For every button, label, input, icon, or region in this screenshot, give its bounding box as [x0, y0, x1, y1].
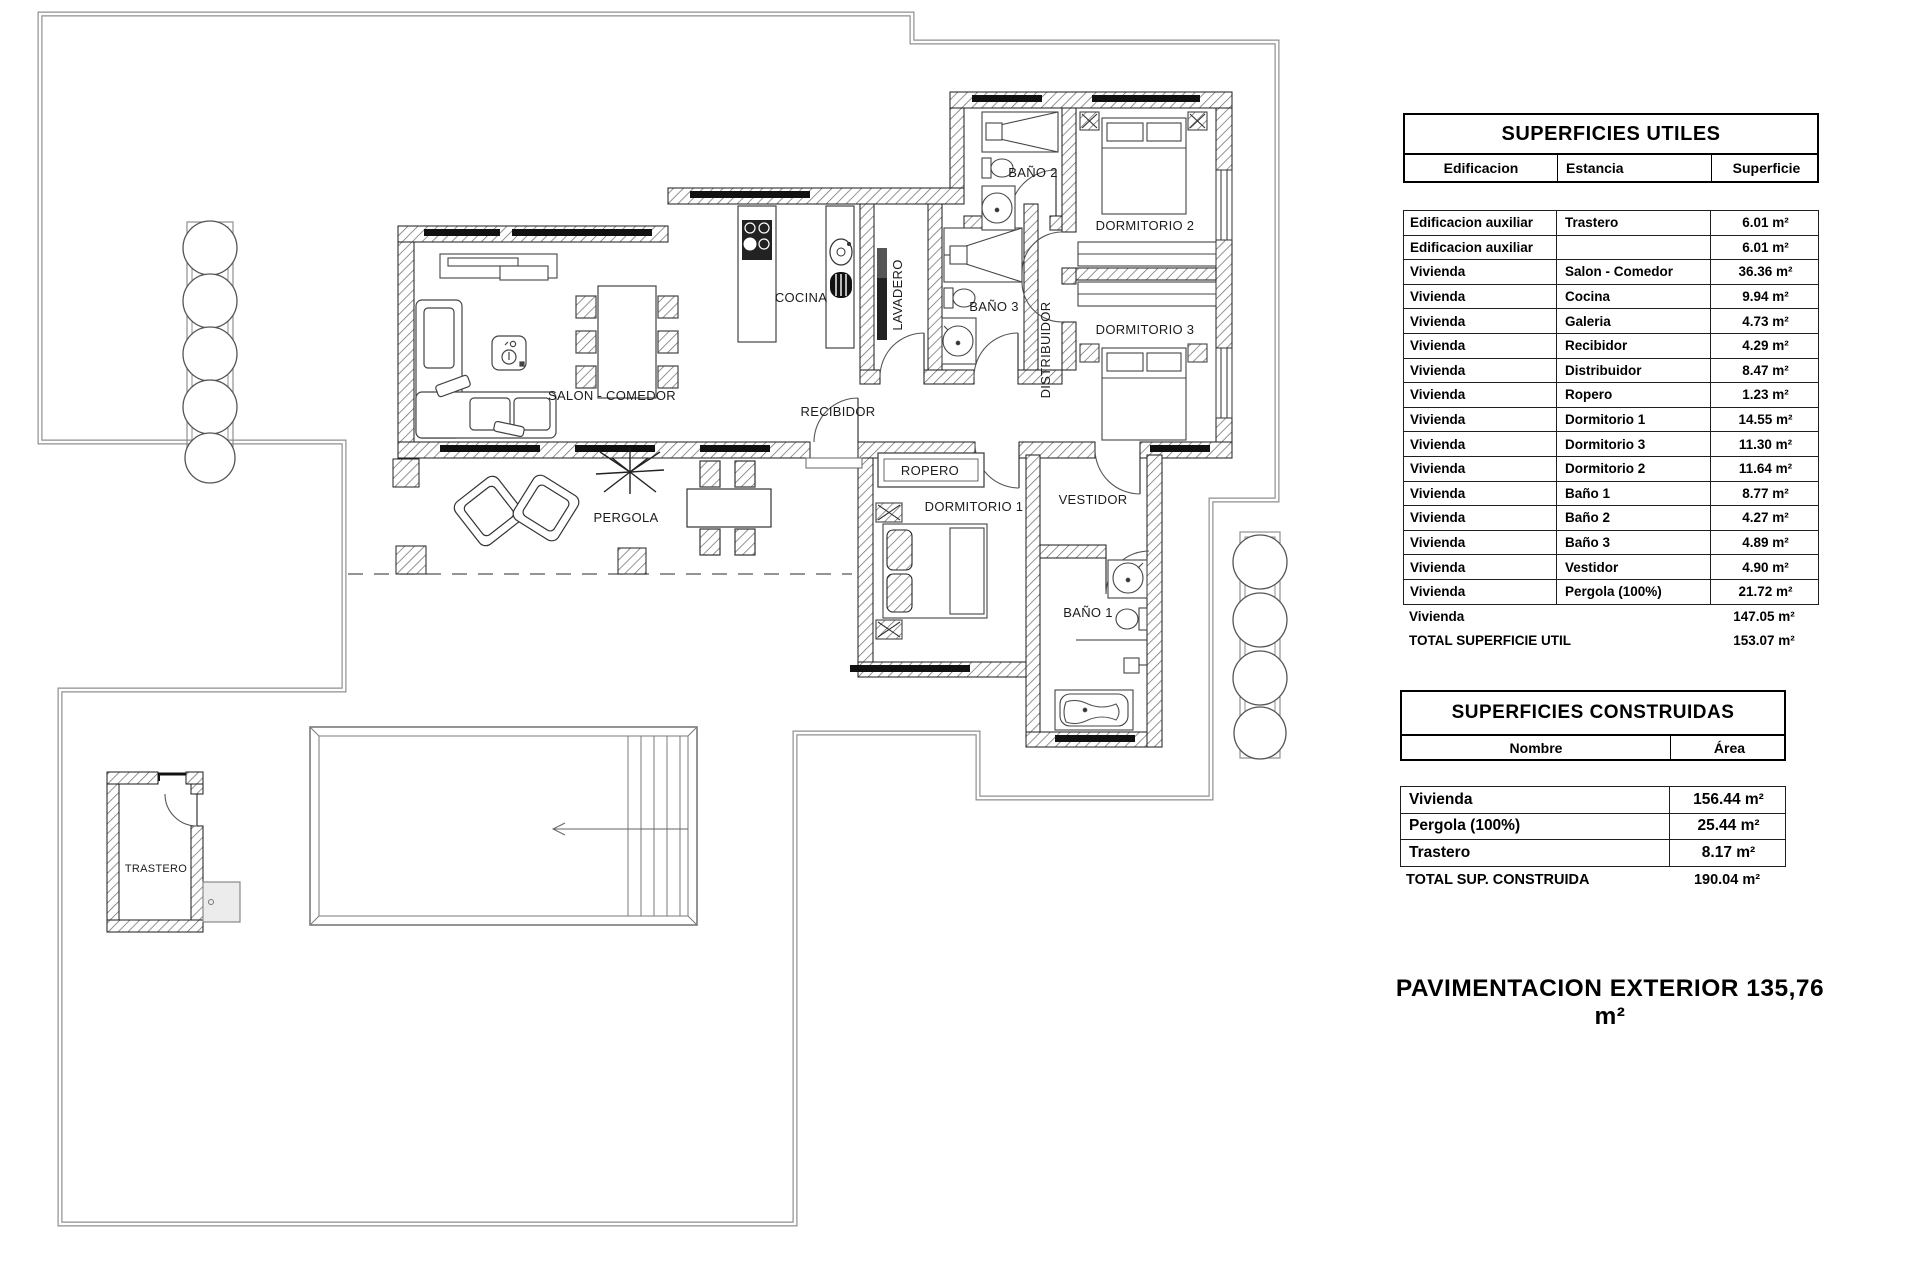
- table-cell: Edificacion auxiliar: [1410, 215, 1534, 231]
- table-cell: 6.01 m²: [1710, 236, 1820, 260]
- table-cell: Vivienda: [1410, 313, 1466, 329]
- room-label-cocina: COCINA: [774, 290, 828, 305]
- toilet-icon: [1116, 608, 1147, 630]
- table-cell: 1.23 m²: [1710, 383, 1820, 407]
- table-cell: Dormitorio 3: [1556, 432, 1710, 456]
- table-row: [1403, 555, 1819, 580]
- table-cell: Salon - Comedor: [1556, 260, 1710, 284]
- total-label: TOTAL SUPERFICIE UTIL: [1409, 633, 1572, 648]
- room-label-vestidor: VESTIDOR: [1058, 492, 1128, 507]
- table-cell: Recibidor: [1556, 334, 1710, 358]
- table-cell: Trastero: [1556, 211, 1710, 235]
- table-cell: 9.94 m²: [1710, 285, 1820, 309]
- table-header: [1403, 155, 1819, 183]
- table-cell: 4.73 m²: [1710, 309, 1820, 333]
- table-row: [1403, 359, 1819, 384]
- tree-icon: [183, 221, 237, 483]
- table-row: [1403, 285, 1819, 310]
- column-header: Superficie: [1711, 155, 1821, 181]
- table-body: [1403, 210, 1819, 605]
- table-row: [1403, 482, 1819, 507]
- table-cell: 6.01 m²: [1710, 211, 1820, 235]
- swimming-pool: [310, 727, 697, 925]
- tree-icon: [1233, 535, 1287, 759]
- table-cell: 14.55 m²: [1710, 408, 1820, 432]
- shower-icon: [944, 228, 1022, 282]
- washbasin-icon: [1108, 560, 1147, 598]
- room-label-trastero: TRASTERO: [124, 863, 188, 875]
- table-cell: Vivienda: [1410, 387, 1466, 403]
- trastero-building: [107, 772, 240, 932]
- right-planter: [1233, 532, 1287, 759]
- outdoor-table: [687, 461, 771, 555]
- table-cell: Trastero: [1409, 843, 1471, 861]
- total-value: 153.07 m²: [1733, 633, 1795, 648]
- table-title: SUPERFICIES UTILES: [1403, 113, 1819, 155]
- bed: [1080, 112, 1207, 214]
- table-row: [1403, 432, 1819, 457]
- table-cell: Vivienda: [1410, 338, 1466, 354]
- table-row: [1403, 309, 1819, 334]
- room-label-salon: SALON - COMEDOR: [547, 388, 677, 403]
- column-header: Edificacion: [1443, 160, 1519, 176]
- table-cell: Vivienda: [1410, 510, 1466, 526]
- washbasin-icon: [942, 318, 976, 364]
- table-row: [1403, 260, 1819, 285]
- table-row: [1400, 814, 1786, 841]
- table-cell: Vivienda: [1410, 412, 1466, 428]
- table-cell: 8.77 m²: [1710, 482, 1820, 506]
- total-row: [1403, 629, 1819, 653]
- table-cell: 4.90 m²: [1710, 555, 1820, 579]
- table-cell: Pergola (100%): [1556, 580, 1710, 604]
- shower-icon: [982, 112, 1058, 152]
- superficies-utiles-table: [1403, 113, 1819, 653]
- table-row: [1403, 408, 1819, 433]
- table-row: [1403, 531, 1819, 556]
- table-header: [1400, 736, 1786, 761]
- washbasin-icon: [982, 186, 1015, 230]
- table-cell: Baño 1: [1556, 482, 1710, 506]
- table-row: [1400, 840, 1786, 867]
- table-cell: 11.64 m²: [1710, 457, 1820, 481]
- column-header: Área: [1670, 736, 1788, 759]
- table-cell: 4.27 m²: [1710, 506, 1820, 530]
- column-header: Nombre: [1509, 739, 1563, 756]
- superficies-construidas-table: [1400, 690, 1786, 893]
- room-label-dormitorio1: DORMITORIO 1: [924, 499, 1024, 514]
- sofa: [416, 300, 556, 438]
- dining-table: [576, 286, 678, 398]
- table-title: SUPERFICIES CONSTRUIDAS: [1400, 690, 1786, 736]
- table-cell: Dormitorio 1: [1556, 408, 1710, 432]
- table-cell: Distribuidor: [1556, 359, 1710, 383]
- table-cell: Pergola (100%): [1409, 817, 1521, 835]
- table-row: [1403, 334, 1819, 359]
- total-row: [1400, 867, 1786, 893]
- table-cell: Dormitorio 2: [1556, 457, 1710, 481]
- subtotal-label: Vivienda: [1409, 609, 1465, 624]
- bed: [876, 503, 987, 639]
- bath3-fixtures: [942, 228, 1022, 364]
- table-row: [1403, 236, 1819, 261]
- room-label-lavadero: LAVADERO: [890, 259, 905, 331]
- room-label-ropero: ROPERO: [900, 463, 960, 478]
- table-cell: 4.29 m²: [1710, 334, 1820, 358]
- table-row: [1403, 580, 1819, 605]
- kitchen-island: [738, 206, 776, 342]
- tv-unit: [440, 254, 557, 280]
- subtotal-value: 147.05 m²: [1733, 609, 1795, 624]
- column-header: Estancia: [1557, 155, 1711, 181]
- room-label-bano3: BAÑO 3: [969, 299, 1019, 314]
- table-cell: Vivienda: [1410, 485, 1466, 501]
- table-cell: 8.17 m²: [1669, 840, 1787, 866]
- table-cell: [1556, 236, 1710, 260]
- bath1-fixtures: [1055, 560, 1147, 730]
- left-planter: [183, 221, 237, 483]
- table-cell: 4.89 m²: [1710, 531, 1820, 555]
- room-label-dormitorio3: DORMITORIO 3: [1095, 322, 1195, 337]
- entry-step: [806, 458, 862, 468]
- table-cell: Vivienda: [1410, 362, 1466, 378]
- pavimentacion-exterior-note: PAVIMENTACION EXTERIOR 135,76 m²: [1395, 975, 1825, 1030]
- table-cell: Vivienda: [1410, 584, 1466, 600]
- table-row: [1403, 457, 1819, 482]
- table-body: [1400, 786, 1786, 867]
- table-row: [1403, 506, 1819, 531]
- room-label-bano2: BAÑO 2: [1008, 165, 1058, 180]
- bed: [1080, 344, 1207, 440]
- room-label-distribuidor: DISTRIBUIDOR: [1038, 301, 1053, 399]
- total-value: 190.04 m²: [1693, 871, 1761, 888]
- table-cell: 36.36 m²: [1710, 260, 1820, 284]
- washer-area: [877, 248, 887, 340]
- table-row: [1403, 383, 1819, 408]
- table-cell: Galeria: [1556, 309, 1710, 333]
- table-cell: Vivienda: [1410, 289, 1466, 305]
- table-cell: Edificacion auxiliar: [1410, 239, 1534, 255]
- table-cell: 11.30 m²: [1710, 432, 1820, 456]
- table-cell: Ropero: [1556, 383, 1710, 407]
- table-cell: 8.47 m²: [1710, 359, 1820, 383]
- trastero-door: [165, 794, 197, 826]
- fireplace-stove-icon: [492, 336, 526, 370]
- table-cell: Baño 2: [1556, 506, 1710, 530]
- room-label-bano1: BAÑO 1: [1063, 605, 1113, 620]
- table-cell: Vivienda: [1410, 535, 1466, 551]
- table-cell: Vivienda: [1410, 264, 1466, 280]
- table-row: [1400, 787, 1786, 814]
- table-cell: Vivienda: [1409, 790, 1473, 808]
- table-cell: 25.44 m²: [1669, 814, 1787, 840]
- bathtub-icon: [1055, 690, 1133, 730]
- room-label-recibidor: RECIBIDOR: [800, 404, 876, 419]
- outdoor-armchair: [451, 472, 582, 549]
- table-cell: Vivienda: [1410, 461, 1466, 477]
- subtotal-row: [1403, 605, 1819, 629]
- table-row: [1403, 211, 1819, 236]
- kitchen-counter: [826, 206, 854, 348]
- table-cell: Vivienda: [1410, 436, 1466, 452]
- table-cell: 156.44 m²: [1669, 787, 1787, 813]
- table-cell: Cocina: [1556, 285, 1710, 309]
- table-cell: Vivienda: [1410, 559, 1466, 575]
- total-label: TOTAL SUP. CONSTRUIDA: [1406, 871, 1590, 888]
- room-label-pergola: PERGOLA: [593, 510, 659, 525]
- table-cell: Vestidor: [1556, 555, 1710, 579]
- table-cell: 21.72 m²: [1710, 580, 1820, 604]
- table-cell: Baño 3: [1556, 531, 1710, 555]
- room-label-dormitorio2: DORMITORIO 2: [1095, 218, 1195, 233]
